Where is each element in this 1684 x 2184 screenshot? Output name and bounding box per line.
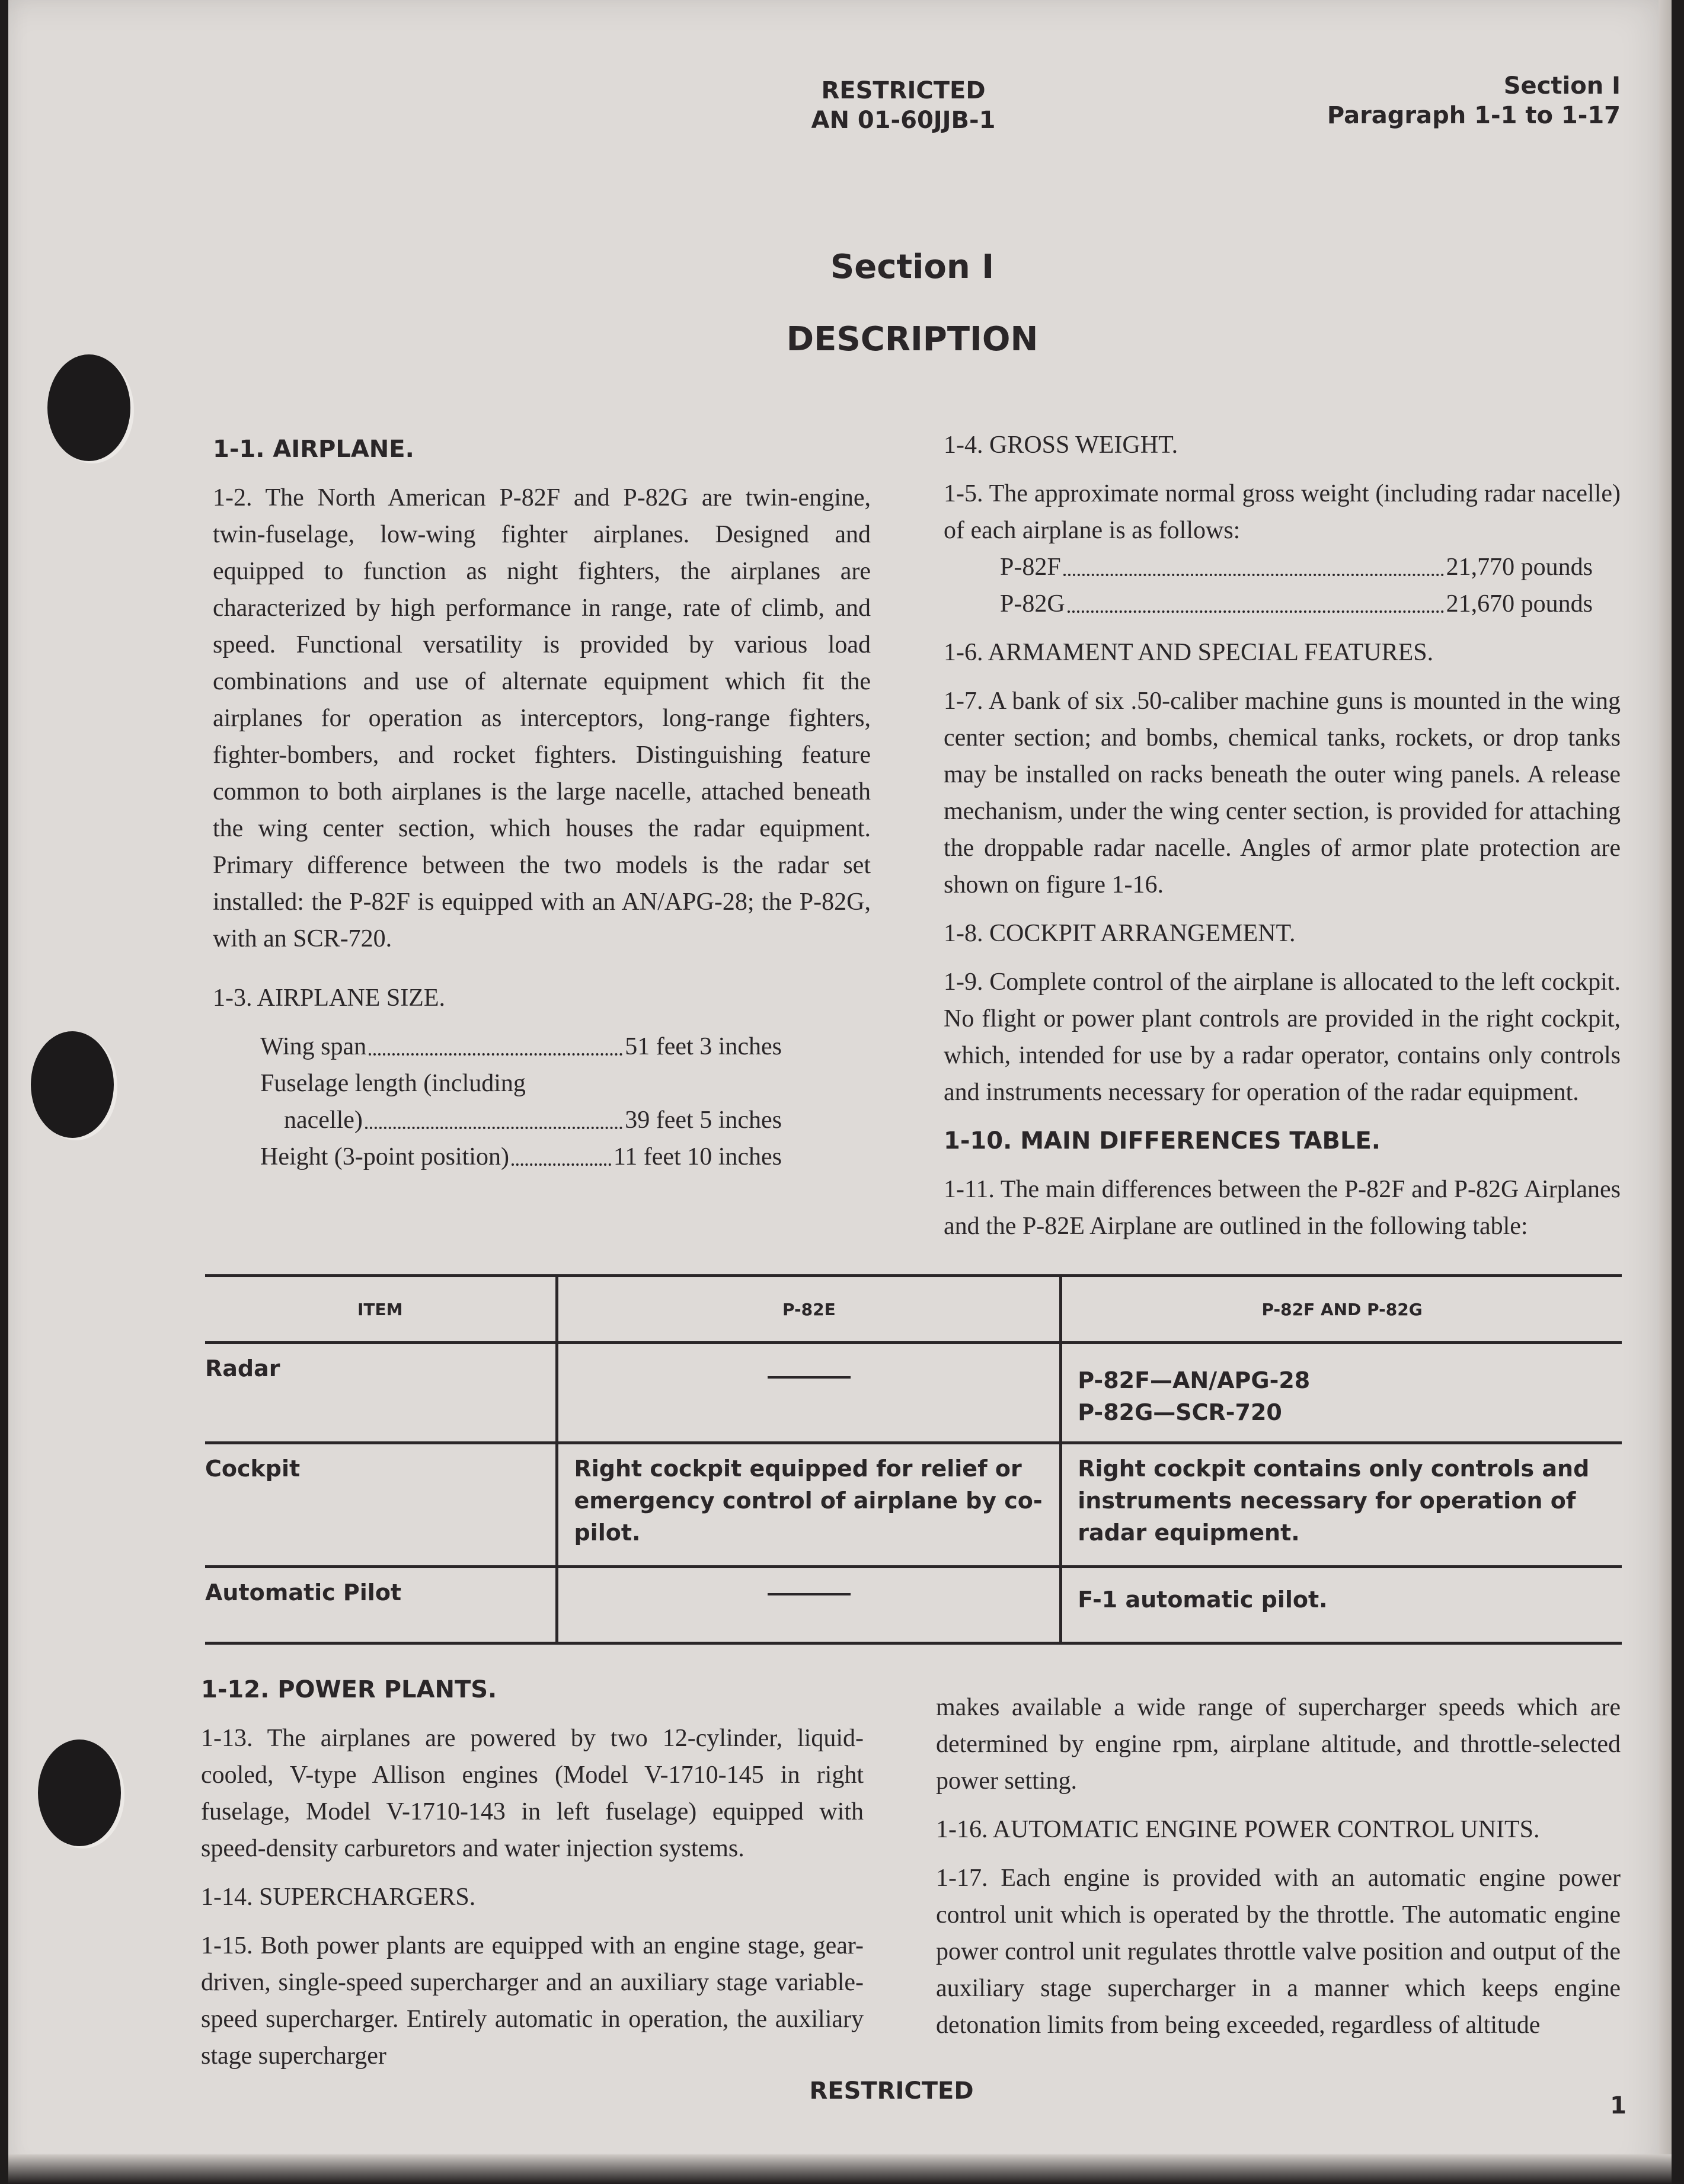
- binder-hole-icon: [31, 1031, 114, 1138]
- table-header-row: [205, 1276, 1622, 1343]
- section-title: Section I: [830, 248, 995, 286]
- spec-label: Fuselage length (including: [260, 1070, 526, 1097]
- bottom-left-column: [201, 1671, 864, 2086]
- left-column: [213, 431, 871, 1187]
- cell-line: P-82G—SCR-720: [1078, 1399, 1282, 1425]
- spec-height: [260, 1139, 782, 1175]
- heading-1-4: 1-4. GROSS WEIGHT.: [944, 431, 1178, 459]
- binder-hole-icon: [47, 354, 130, 461]
- cell-p82f-g: [1061, 1567, 1622, 1643]
- spec-value: 51 feet 3 inches: [625, 1033, 782, 1060]
- cell-line: P-82F—AN/APG-28: [1078, 1367, 1311, 1393]
- weight-label: P-82G: [1000, 590, 1065, 618]
- spec-value: 11 feet 10 inches: [613, 1143, 782, 1171]
- cell-item: Automatic Pilot: [205, 1567, 557, 1643]
- leader-dots: [369, 1053, 622, 1056]
- spec-value: 39 feet 5 inches: [625, 1107, 782, 1134]
- table-row: [205, 1343, 1622, 1443]
- paragraph-1-9: 1-9. Complete control of the airplane is allocated to the left cockpit. No flight or power plant controls are provided in the right cockpit, which, intended for use by a radar operator, contains only controls and instruments necessary for operation of the radar equipment.: [944, 968, 1621, 1106]
- weight-value: 21,770 pounds: [1446, 554, 1593, 581]
- page-bottom-edge: [8, 2154, 1672, 2184]
- cell-item: Cockpit: [205, 1443, 557, 1567]
- spec-label: Height (3-point position): [260, 1143, 509, 1171]
- section-subtitle: DESCRIPTION: [786, 320, 1038, 359]
- cell-p82f-g: Right cockpit contains only controls and instruments necessary for operation of radar equipment.: [1061, 1443, 1622, 1567]
- weight-value: 21,670 pounds: [1446, 590, 1593, 618]
- leader-dots: [512, 1163, 611, 1166]
- heading-1-3: 1-3. AIRPLANE SIZE.: [213, 984, 445, 1012]
- heading-1-1: 1-1. AIRPLANE.: [213, 436, 414, 463]
- paragraph-1-5: 1-5. The approximate normal gross weight (including radar nacelle) of each airplane is as follows:: [944, 480, 1621, 544]
- document-page: [8, 0, 1672, 2184]
- cell-p82e: Right cockpit equipped for relief or emergency control of airplane by co-pilot.: [557, 1443, 1061, 1567]
- leader-dots: [365, 1127, 622, 1129]
- binder-hole-icon: [38, 1739, 121, 1846]
- table-row: [205, 1567, 1622, 1643]
- right-column: [944, 427, 1621, 1256]
- heading-1-6: 1-6. ARMAMENT AND SPECIAL FEATURES.: [944, 639, 1434, 666]
- cell-item: Radar: [205, 1343, 557, 1443]
- heading-1-16: 1-16. AUTOMATIC ENGINE POWER CONTROL UNITS.: [936, 1816, 1540, 1843]
- cell-p82e: [557, 1343, 1061, 1443]
- cell-line: F-1 automatic pilot.: [1078, 1587, 1328, 1613]
- cell-p82e: [557, 1567, 1061, 1643]
- column-header-p82f-g: P-82F AND P-82G: [1061, 1276, 1622, 1343]
- dash-mark: [768, 1593, 851, 1595]
- heading-1-10: 1-10. MAIN DIFFERENCES TABLE.: [944, 1127, 1381, 1155]
- weight-p82f: [1000, 549, 1593, 586]
- spec-label: Wing span: [260, 1033, 367, 1060]
- header-section: Section I: [1503, 72, 1621, 100]
- heading-1-8: 1-8. COCKPIT ARRANGEMENT.: [944, 920, 1296, 947]
- spec-label: nacelle): [284, 1107, 363, 1134]
- page-header-center: [779, 76, 1028, 135]
- airplane-size-list: [213, 1028, 782, 1175]
- bottom-right-column: [936, 1689, 1621, 2055]
- page-footer: RESTRICTED: [809, 2077, 974, 2105]
- heading-1-12: 1-12. POWER PLANTS.: [201, 1676, 497, 1703]
- column-header-p82e: P-82E: [557, 1276, 1061, 1343]
- paragraph-1-7: 1-7. A bank of six .50-caliber machine guns is mounted in the wing center section; and bombs, chemical tanks, rockets, or drop tanks may be installed on racks beneath the outer wing panels. A release mechanism, under the wing center section, is provided for attaching the droppable radar nacelle. Angles of armor plate protection are shown on figure 1-16.: [944, 688, 1621, 898]
- paragraph-1-13: 1-13. The airplanes are powered by two 12-cylinder, liquid-cooled, V-type Allison engines (Model V-1710-145 in right fuselage, Model V-1710-143 in left fuselage) equipped with speed-density carburetors and water injection systems.: [201, 1725, 864, 1862]
- table-row: [205, 1443, 1622, 1567]
- spec-fuselage: [260, 1102, 782, 1139]
- page-number: 1: [1610, 2092, 1627, 2119]
- paragraph-1-2: 1-2. The North American P-82F and P-82G are twin-engine, twin-fuselage, low-wing fighter airplanes. Designed and equipped to function as night fighters, the airplanes are characterized by high performance in range, rate of climb, and speed. Functional versatility is provided by various load combinations and use of alternate equipment which fit the airplanes for operation as interceptors, long-range fighters, fighter-bombers, and rocket fighters. Distinguishing feature common to both airplanes is the large nacelle, attached beneath the wing center section, which houses the radar equipment. Primary difference between the two models is the radar set installed: the P-82F is equipped with an AN/APG-28; the P-82G, with an SCR-720.: [213, 484, 871, 952]
- main-differences-table: [205, 1274, 1622, 1645]
- paragraph-1-15-continued: makes available a wide range of supercharger speeds which are determined by engine rpm, airplane altitude, and throttle-selected power setting.: [936, 1694, 1621, 1795]
- weight-label: P-82F: [1000, 554, 1061, 581]
- cell-p82f-g: [1061, 1343, 1622, 1443]
- page-header-right: [1283, 71, 1621, 130]
- gross-weight-list: [944, 549, 1593, 622]
- weight-p82g: [1000, 586, 1593, 622]
- header-paragraph-range: Paragraph 1-1 to 1-17: [1327, 102, 1621, 129]
- paragraph-1-11: 1-11. The main differences between the P-82F and P-82G Airplanes and the P-82E Airplane are outlined in the following table:: [944, 1176, 1621, 1240]
- leader-dots: [1068, 610, 1444, 613]
- header-doc-number: AN 01-60JJB-1: [811, 107, 996, 134]
- dash-mark: [768, 1376, 851, 1379]
- column-header-item: ITEM: [205, 1276, 557, 1343]
- leader-dots: [1063, 574, 1444, 576]
- paragraph-1-15: 1-15. Both power plants are equipped with an engine stage, gear-driven, single-speed supercharger and an auxiliary stage variable-speed supercharger. Entirely automatic in operation, the auxiliary stage supercharger: [201, 1932, 864, 2070]
- header-restricted: RESTRICTED: [821, 77, 986, 104]
- heading-1-14: 1-14. SUPERCHARGERS.: [201, 1884, 476, 1911]
- paragraph-1-17: 1-17. Each engine is provided with an automatic engine power control unit which is operated by the throttle. The automatic engine power control unit regulates throttle valve position and output of the auxiliary stage supercharger in a manner which keeps engine detonation limits from being exceeded, regardless of altitude: [936, 1865, 1621, 2039]
- page-edge: [1659, 0, 1672, 2184]
- spec-wingspan: [260, 1028, 782, 1065]
